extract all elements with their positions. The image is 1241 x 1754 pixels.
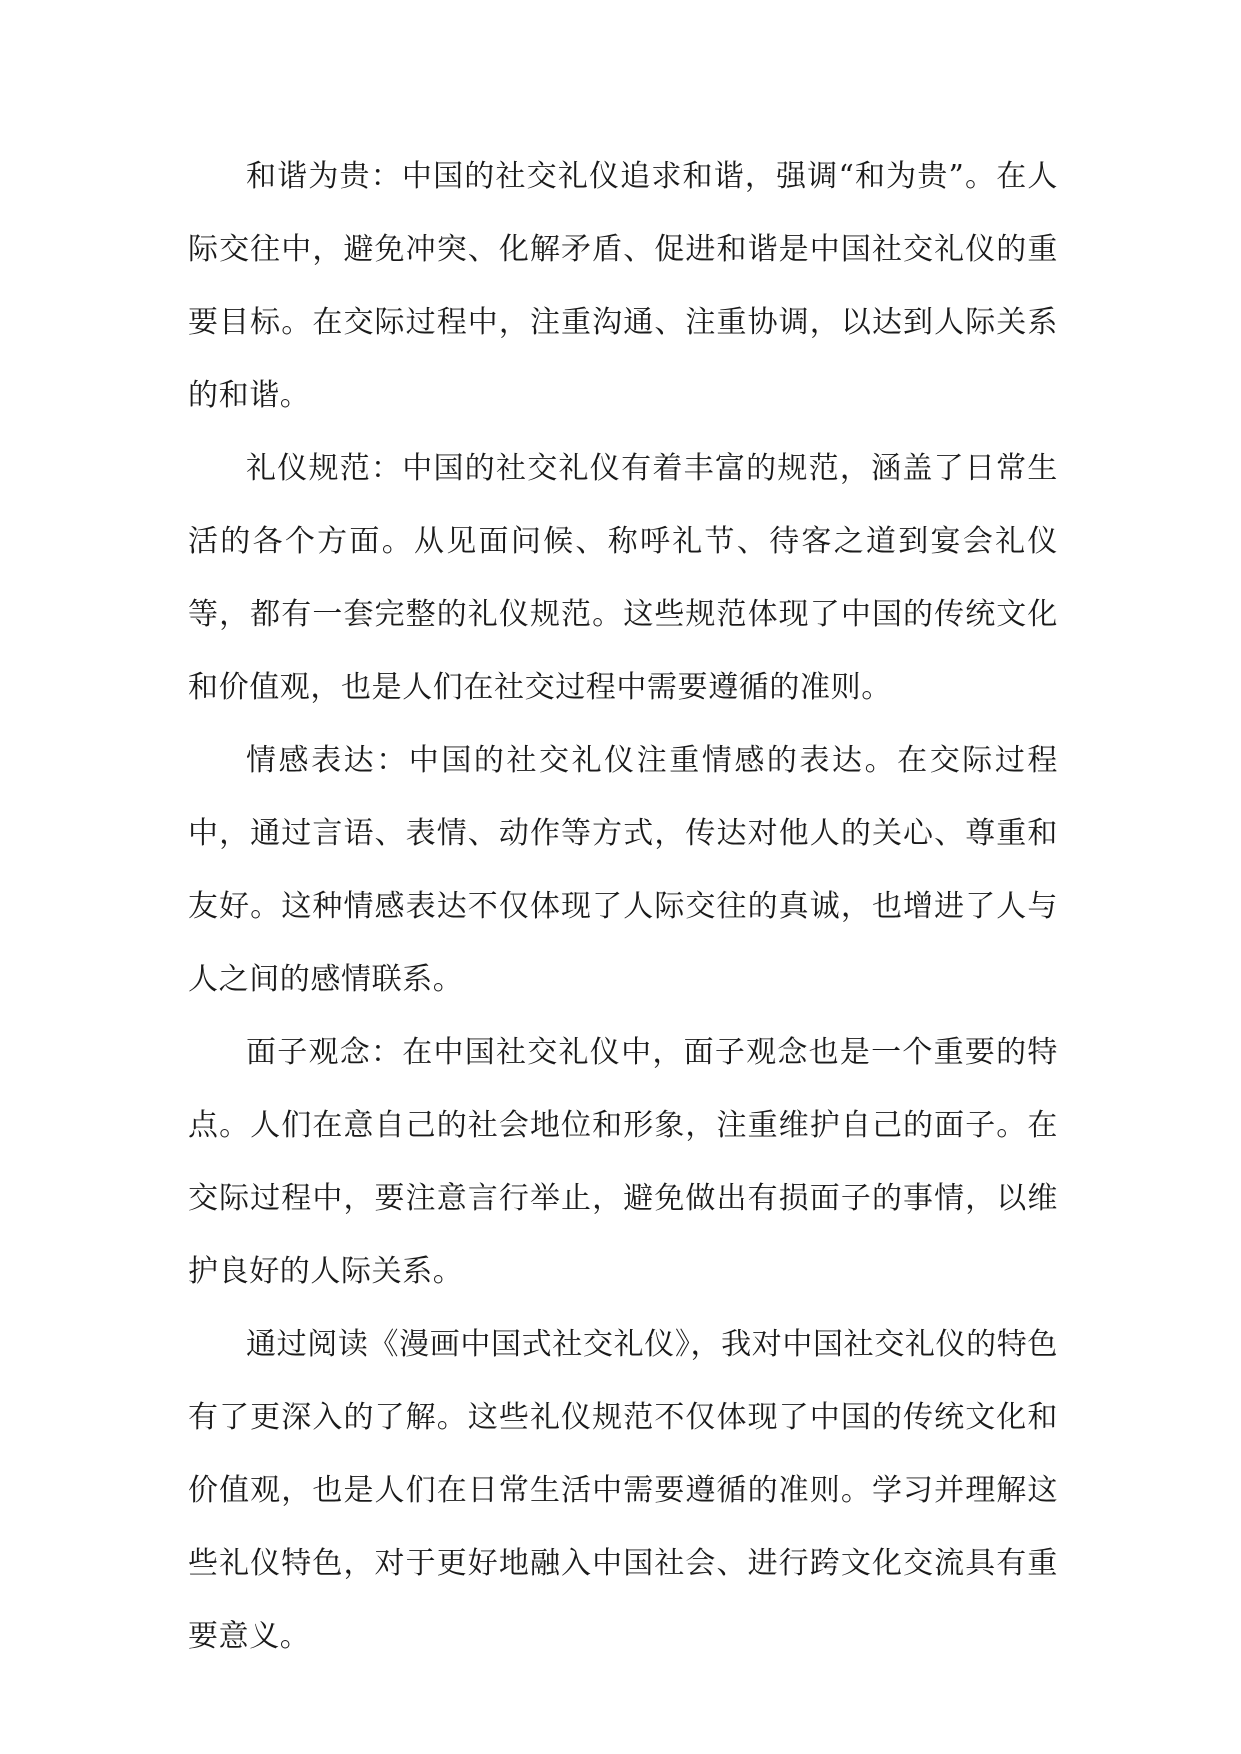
paragraph-emotional-expression: 情感表达：中国的社交礼仪注重情感的表达。在交际过程中，通过言语、表情、动作等方式，传达对他人的关心、尊重和友好。这种情感表达不仅体现了人际交往的真诚，也增进了人与人之间的感情联系。 [188,743,1058,997]
document-body [188,140,1058,1673]
paragraph-face-concept: 面子观念：在中国社交礼仪中，面子观念也是一个重要的特点。人们在意自己的社会地位和形象，注重维护自己的面子。在交际过程中，要注意言行举止，避免做出有损面子的事情，以维护良好的人际关系。 [188,1035,1058,1289]
paragraph-harmony: 和谐为贵：中国的社交礼仪追求和谐，强调“和为贵”。在人际交往中，避免冲突、化解矛盾、促进和谐是中国社交礼仪的重要目标。在交际过程中，注重沟通、注重协调，以达到人际关系的和谐。 [188,159,1058,413]
paragraph-conclusion: 通过阅读《漫画中国式社交礼仪》，我对中国社交礼仪的特色有了更深入的了解。这些礼仪规范不仅体现了中国的传统文化和价值观，也是人们在日常生活中需要遵循的准则。学习并理解这些礼仪特色，对于更好地融入中国社会、进行跨文化交流具有重要意义。 [188,1327,1058,1654]
paragraph-etiquette-norms: 礼仪规范：中国的社交礼仪有着丰富的规范，涵盖了日常生活的各个方面。从见面问候、称呼礼节、待客之道到宴会礼仪等，都有一套完整的礼仪规范。这些规范体现了中国的传统文化和价值观，也是人们在社交过程中需要遵循的准则。 [188,451,1058,705]
